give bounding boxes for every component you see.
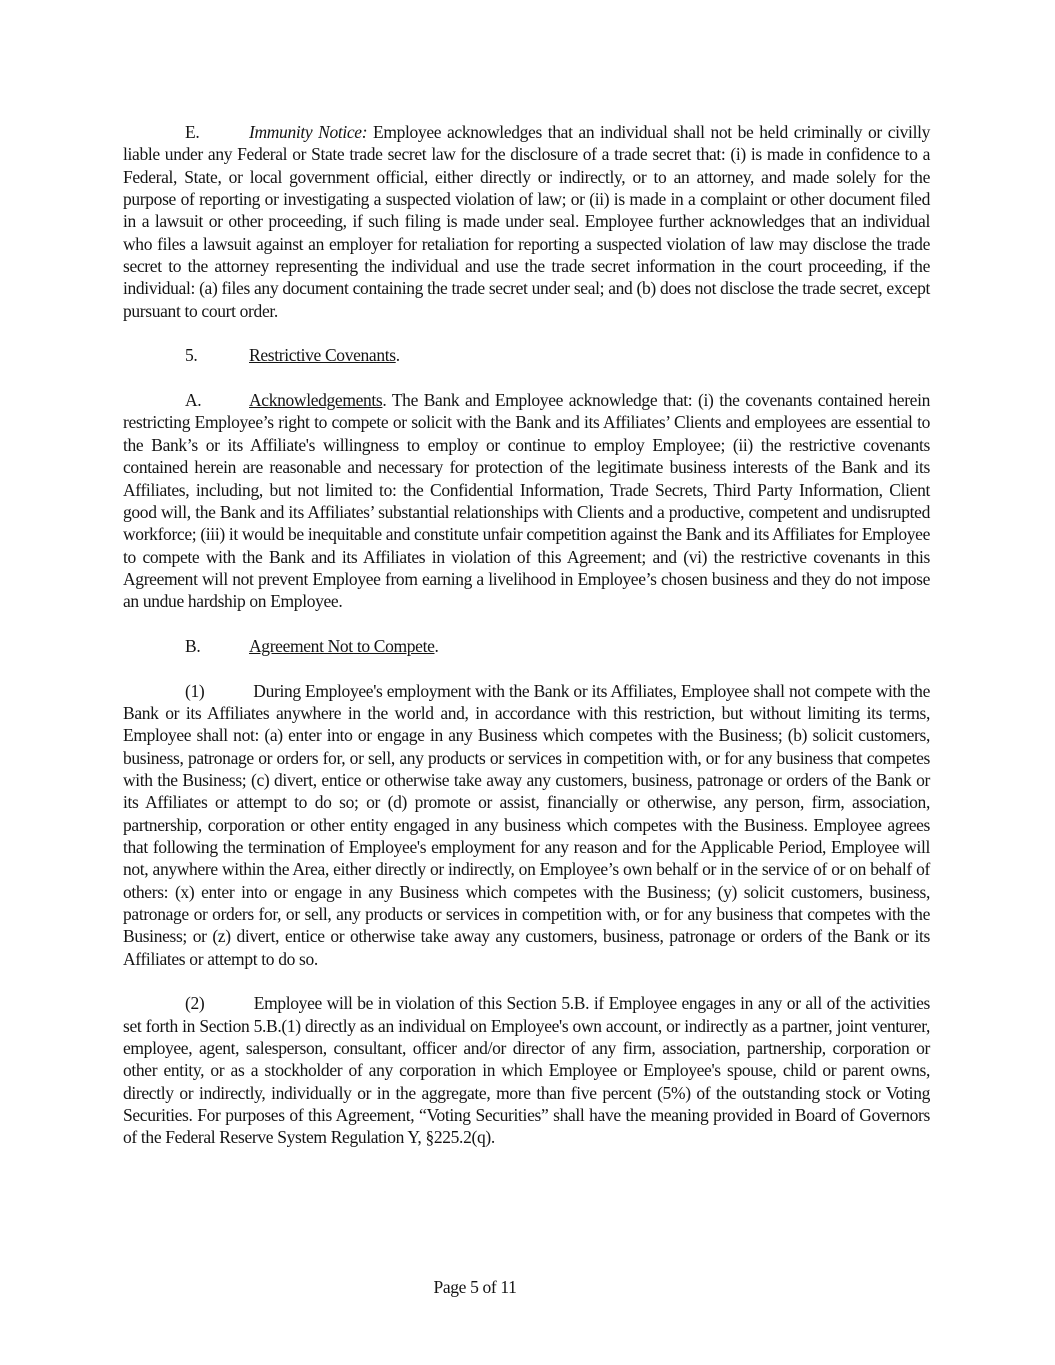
- paragraph-text: Employee acknowledges that an individual shall not be held criminally or civilly liable under any Federal or State trade secret law for the disclosure of a trade secret that: (i) is made in confidence to a Federal, State, or local government official, either directly or indirectly, or to an attorney, and made solely for the purpose of reporting or investigating a suspected violation of law; or (ii) is made in a complaint or other document filed in a lawsuit or other proceeding, if such filing is made under seal. Employee further acknowledges that an individual who files a lawsuit against an employer for retaliation for reporting a suspected violation of law may disclose the trade secret to the attorney representing the individual and use the trade secret information in the court proceeding, if the individual: (a) files any document containing the trade secret under seal; and (b) does not disclose the trade secret, except pursuant to court order.: [123, 122, 930, 321]
- paragraph-lead-underlined: Acknowledgements: [249, 390, 383, 411]
- heading-period: .: [395, 345, 400, 366]
- section-heading-agreement-not-to-compete: [123, 635, 930, 657]
- paragraph-acknowledgements: [123, 389, 930, 612]
- paragraph-label: (2): [185, 993, 205, 1014]
- paragraph-non-compete-1: [123, 680, 930, 970]
- section-heading-restrictive-covenants: [123, 344, 930, 366]
- paragraph-immunity-notice: [123, 121, 930, 322]
- paragraph-text: Employee will be in violation of this Section 5.B. if Employee engages in any or all of the activities set forth in Section 5.B.(1) directly as an individual on Employee's own account, or indirectly as a partner, joint venturer, employee, agent, salesperson, consultant, officer and/or director of any firm, association, partnership, corporation or other entity, or as a stockholder of any corporation in which Employee or Employee's spouse, child or parent owns, directly or indirectly, individually or in the aggregate, more than five percent (5%) of the outstanding stock or Voting Securities. For purposes of this Agreement, “Voting Securities” shall have the meaning provided in Board of Governors of the Federal Reserve System Regulation Y, §225.2(q).: [123, 993, 930, 1148]
- heading-label: 5.: [185, 345, 198, 366]
- heading-title: Restrictive Covenants: [249, 345, 396, 366]
- paragraph-text: During Employee's employment with the Bank or its Affiliates, Employee shall not compete with the Bank or its Affiliates anywhere in the world and, in accordance with this restriction, but without limiting its terms, Employee shall not: (a) enter into or engage in any Business which competes with the Business; (b) solicit customers, business, patronage or orders for, or sell, any products or services in competition with, or for any business that competes with the Business; (c) divert, entice or otherwise take away any customers, business, patronage or orders of the Bank or its Affiliates or attempt to do so; or (d) promote or assist, financially or otherwise, any person, firm, association, partnership, corporation or other entity engaged in any business which competes with the Business. Employee agrees that following the termination of Employee's employment for any reason and for the Applicable Period, Employee will not, anywhere within the Area, either directly or indirectly, on Employee’s own behalf or in the service of or on behalf of others: (x) enter into or engage in any Business which competes with the Business; (y) solicit customers, business, patronage or orders for, or sell, any products or services in competition with, or for any business that competes with the Business; or (z) divert, entice or otherwise take away any customers, business, patronage or orders of the Bank or its Affiliates or attempt to do so.: [123, 680, 930, 969]
- heading-title: Agreement Not to Compete: [249, 635, 435, 656]
- document-body: [123, 121, 930, 1149]
- paragraph-text: The Bank and Employee acknowledge that: (i) the covenants contained herein restricting Employee’s right to compete or solicit with the Bank and its Affiliates’ Clients and employees are essential to the Bank’s or its Affiliate's willingness to employ or continue to employ Employee; (ii) the restrictive covenants contained herein are reasonable and necessary for protection of the legitimate business interests of the Bank and its Affiliates, including, but not limited to: the Confidential Information, Trade Secrets, Third Party Information, Client good will, the Bank and its Affiliates’ substantial relationships with Clients and a productive, competent and undisrupted workforce; (iii) it would be inequitable and constitute unfair competition against the Bank and its Affiliates for Employee to compete with the Bank and its Affiliates in violation of this Agreement; and (vi) the restrictive covenants in this Agreement will not prevent Employee from earning a livelihood in Employee’s chosen business and they do not impose an undue hardship on Employee.: [123, 390, 930, 612]
- heading-period: .: [434, 635, 439, 656]
- paragraph-lead-period: .: [382, 390, 387, 411]
- heading-label: B.: [185, 635, 201, 656]
- paragraph-lead-italic: Immunity Notice:: [249, 122, 368, 142]
- page-number-footer: Page 5 of 11: [433, 1277, 517, 1297]
- paragraph-label: E.: [185, 122, 200, 142]
- paragraph-label: A.: [185, 390, 202, 411]
- paragraph-non-compete-2: [123, 992, 930, 1148]
- paragraph-label: (1): [185, 680, 205, 701]
